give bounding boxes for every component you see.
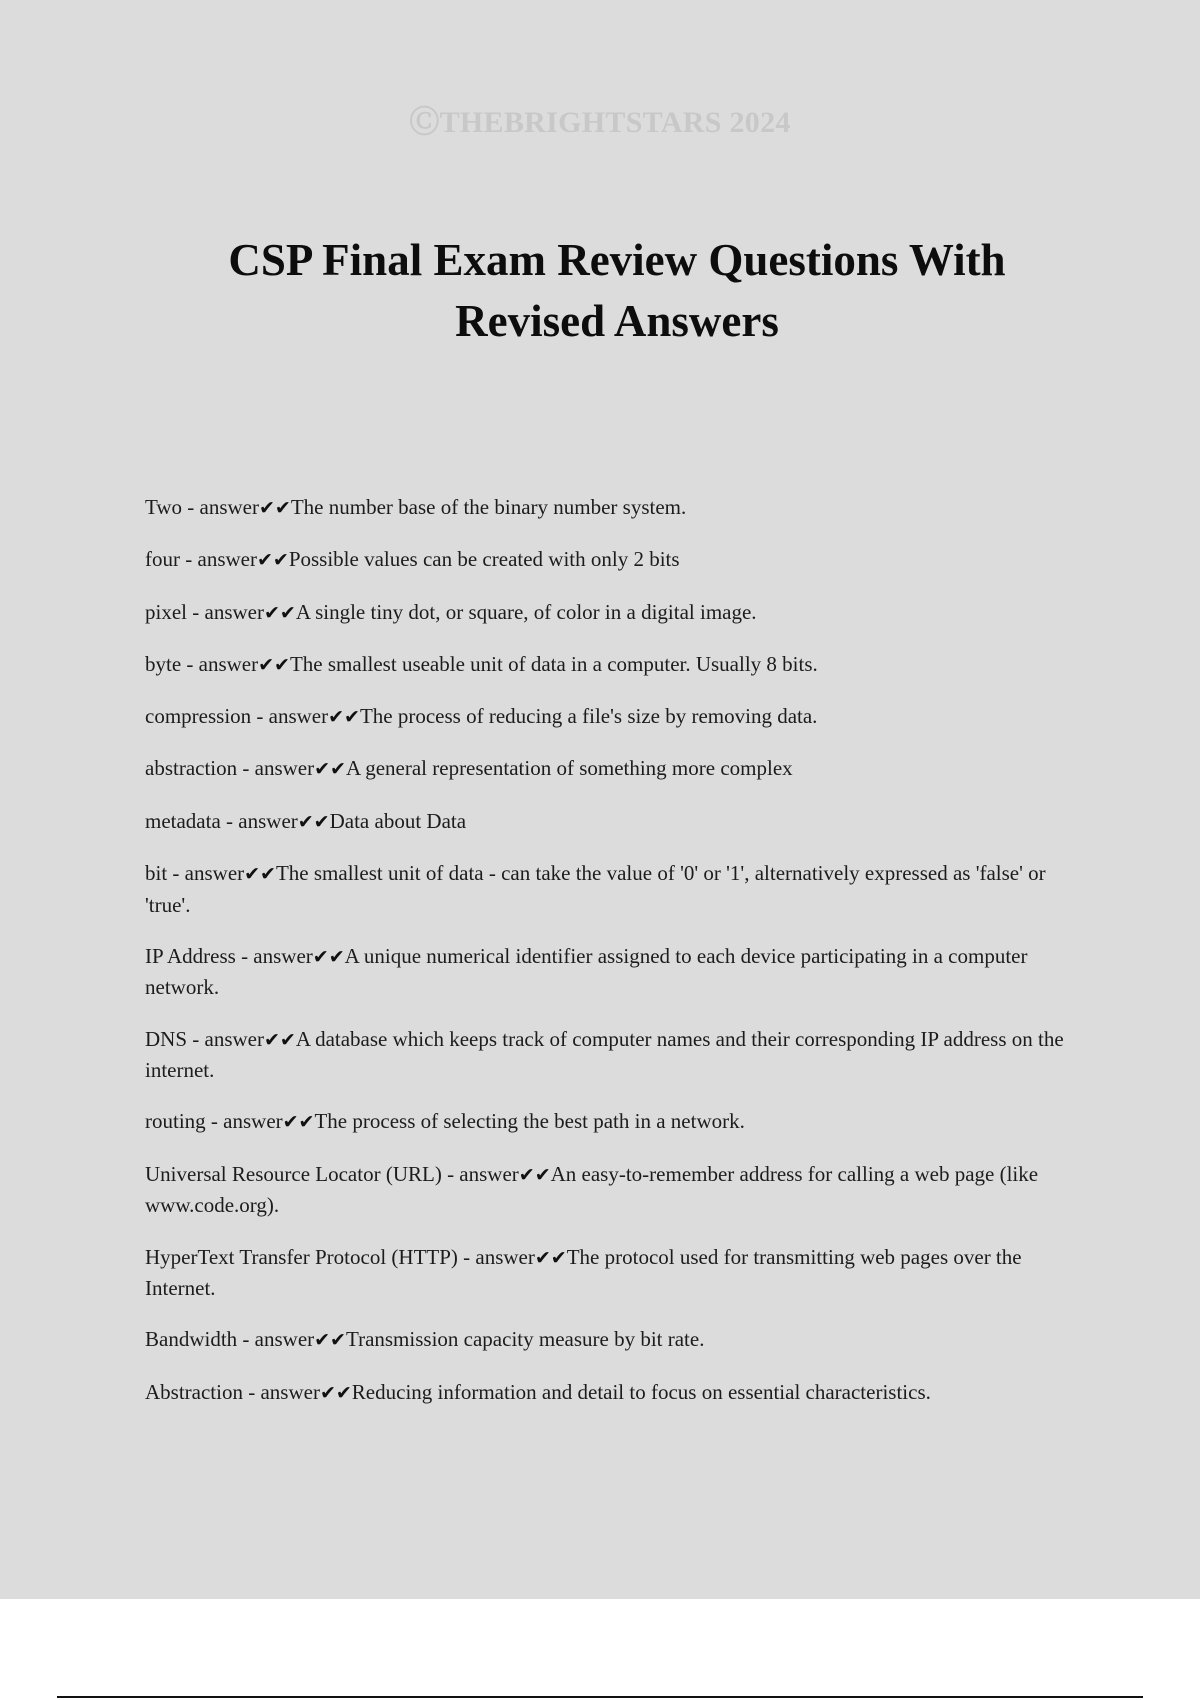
qa-term: HyperText Transfer Protocol (HTTP) (145, 1244, 458, 1269)
qa-term: Bandwidth (145, 1327, 238, 1352)
qa-definition: A single tiny dot, or square, of color in a digital image. (295, 599, 757, 624)
qa-item (145, 649, 1085, 681)
qa-term: IP Address (145, 943, 236, 968)
qa-separator: - answer (220, 808, 298, 833)
qa-separator: - answer (180, 547, 257, 572)
double-checkmark-icon: ✔✔ (314, 1329, 346, 1352)
qa-term: compression (145, 704, 252, 729)
qa-separator: - answer (187, 1026, 264, 1051)
double-checkmark-icon: ✔✔ (518, 1163, 551, 1186)
qa-separator: - answer (237, 756, 315, 781)
double-checkmark-icon: ✔✔ (319, 1381, 352, 1404)
watermark: ⒸTHEBRIGHTSTARS 2024 (409, 106, 791, 139)
double-checkmark-icon: ✔✔ (258, 653, 290, 676)
qa-item (145, 1106, 1085, 1138)
qa-term: abstraction (145, 756, 238, 781)
qa-separator: - answer (242, 1379, 320, 1404)
qa-item (145, 858, 1085, 920)
qa-definition: Reducing information and detail to focus on essential characteristics. (351, 1379, 931, 1404)
page-title: CSP Final Exam Review Questions With Revised Answers (228, 235, 1006, 346)
qa-item (145, 1024, 1085, 1086)
qa-list (145, 492, 1085, 1429)
qa-term: bit (145, 861, 168, 886)
double-checkmark-icon: ✔✔ (263, 601, 296, 624)
qa-item (145, 753, 1085, 785)
double-checkmark-icon: ✔✔ (259, 497, 291, 519)
qa-separator: - answer (441, 1161, 519, 1186)
qa-definition: Transmission capacity measure by bit rate. (345, 1327, 705, 1352)
qa-separator: - answer (251, 704, 329, 729)
qa-term: Universal Resource Locator (URL) (145, 1161, 442, 1186)
qa-item (145, 1242, 1085, 1304)
qa-separator: - answer (167, 861, 245, 886)
qa-item (145, 1377, 1085, 1409)
qa-separator: - answer (187, 599, 264, 624)
qa-separator: - answer (237, 1327, 315, 1352)
qa-definition: The smallest unit of data - can take the value of '0' or '1', alternatively expressed as 'false' or 'true'. (145, 861, 1046, 917)
qa-term: byte (145, 651, 182, 676)
qa-term: pixel (145, 599, 187, 624)
qa-definition: A unique numerical identifier assigned to each device participating in a computer network. (145, 943, 1028, 1000)
qa-term: Two (145, 495, 183, 519)
double-checkmark-icon: ✔✔ (328, 706, 360, 729)
qa-item (145, 701, 1085, 733)
qa-term: four (145, 547, 180, 572)
qa-definition: The protocol used for transmitting web pages over the Internet. (145, 1244, 1022, 1301)
qa-item (145, 806, 1085, 838)
qa-term: DNS (145, 1026, 188, 1051)
qa-separator: - answer (235, 943, 313, 968)
qa-definition: An easy-to-remember address for calling a web page (like www.code.org). (145, 1161, 1039, 1218)
qa-term: Abstraction (145, 1379, 243, 1404)
qa-item (145, 492, 1085, 524)
double-checkmark-icon: ✔✔ (244, 863, 276, 886)
qa-separator: - answer (457, 1244, 535, 1269)
qa-definition: The number base of the binary number system. (290, 495, 687, 519)
qa-item (145, 597, 1085, 629)
double-checkmark-icon: ✔✔ (534, 1246, 567, 1269)
qa-definition: Data about Data (329, 808, 467, 833)
qa-definition: The process of reducing a file's size by removing data. (359, 704, 818, 729)
qa-item (145, 941, 1085, 1003)
qa-term: metadata (145, 808, 221, 833)
qa-separator: - answer (205, 1109, 283, 1134)
double-checkmark-icon: ✔✔ (312, 945, 345, 968)
qa-item (145, 1159, 1085, 1221)
qa-term: routing (145, 1109, 206, 1134)
qa-separator: - answer (182, 495, 259, 519)
qa-definition: The process of selecting the best path in a network. (314, 1109, 745, 1134)
qa-definition: A general representation of something more complex (345, 756, 793, 781)
qa-item (145, 544, 1085, 576)
double-checkmark-icon: ✔✔ (314, 758, 346, 781)
qa-definition: The smallest useable unit of data in a computer. Usually 8 bits. (289, 651, 818, 676)
double-checkmark-icon: ✔✔ (263, 1028, 296, 1051)
qa-definition: A database which keeps track of computer names and their corresponding IP address on the internet. (145, 1026, 1064, 1083)
double-checkmark-icon: ✔✔ (256, 549, 289, 572)
double-checkmark-icon: ✔✔ (297, 810, 330, 833)
qa-definition: Possible values can be created with only 2 bits (288, 547, 680, 572)
qa-item (145, 1324, 1085, 1356)
double-checkmark-icon: ✔✔ (282, 1111, 315, 1134)
footer-divider (57, 1696, 1143, 1698)
qa-separator: - answer (181, 651, 259, 676)
